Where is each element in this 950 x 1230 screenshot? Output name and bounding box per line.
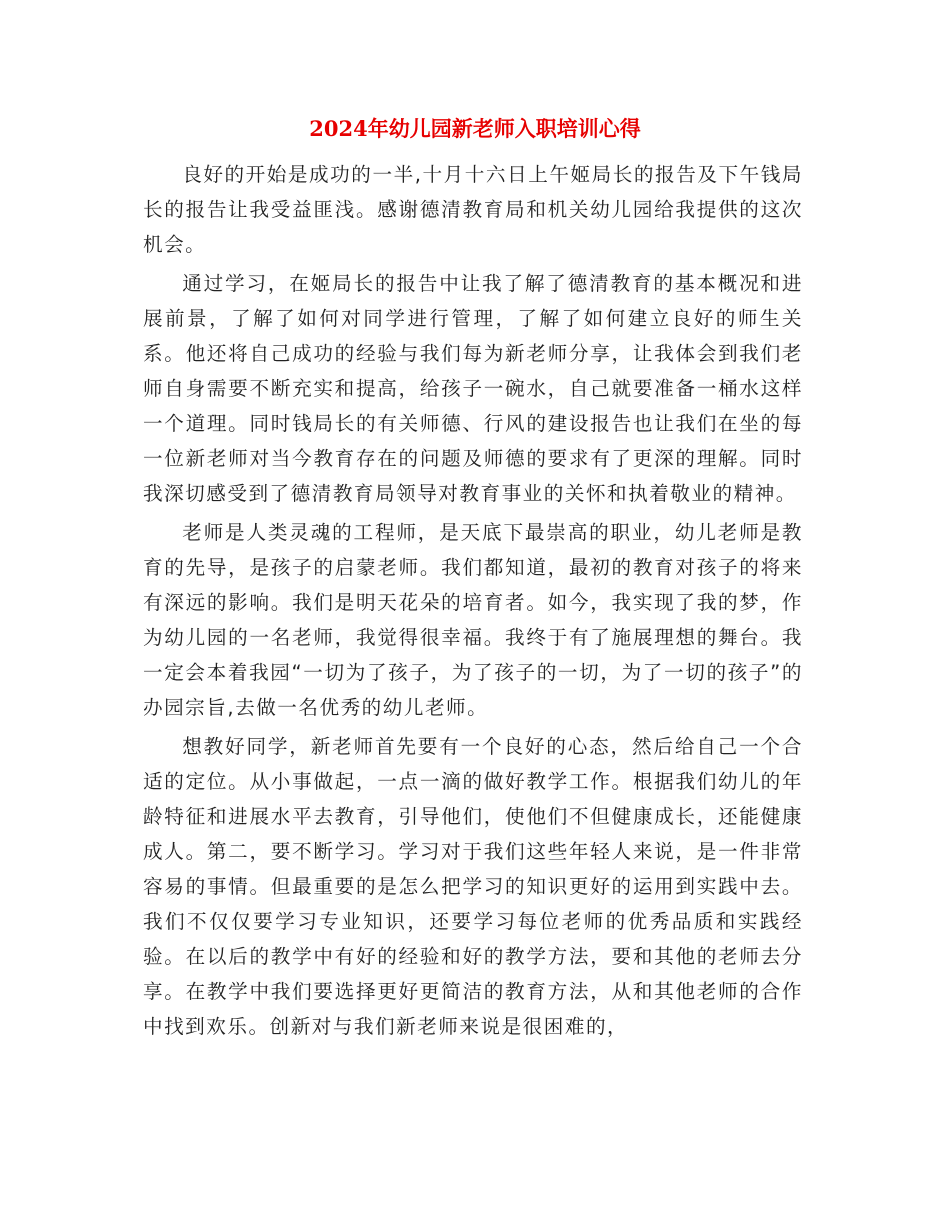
paragraph-4: 想教好同学，新老师首先要有一个良好的心态，然后给自己一个合适的定位。从小事做起，一点一滴的做好教学工作。根据我们幼儿的年龄特征和进展水平去教育，引导他们，使他们不但健康成长，还能健康成人。第二，要不断学习。学习对于我们这些年轻人来说，是一件非常容易的事情。但最重要的是怎么把学习的知识更好的运用到实践中去。我们不仅仅要学习专业知识，还要学习每位老师的优秀品质和实践经验。在以后的教学中有好的经验和好的教学方法，要和其他的老师去分享。在教学中我们要选择更好更简洁的教育方法，从和其他老师的合作中找到欢乐。创新对与我们新老师来说是很困难的， [143,735,803,1038]
paragraph-1: 良好的开始是成功的一半,十月十六日上午姬局长的报告及下午钱局长的报告让我受益匪浅。感谢德清教育局和机关幼儿园给我提供的这次机会。 [143,163,803,256]
paragraph-2: 通过学习，在姬局长的报告中让我了解了德清教育的基本概况和进展前景，了解了如何对同学进行管理，了解了如何建立良好的师生关系。他还将自己成功的经验与我们每为新老师分享，让我体会到我们老师自身需要不断充实和提高，给孩子一碗水，自己就要准备一桶水这样一个道理。同时钱局长的有关师德、行风的建设报告也让我们在坐的每一位新老师对当今教育存在的问题及师德的要求有了更深的理解。同时我深切感受到了德清教育局领导对教育事业的关怀和执着敬业的精神。 [143,272,803,505]
paragraph-3: 老师是人类灵魂的工程师，是天底下最崇高的职业，幼儿老师是教育的先导，是孩子的启蒙老师。我们都知道，最初的教育对孩子的将来有深远的影响。我们是明天花朵的培育者。如今，我实现了我的梦，作为幼儿园的一名老师，我觉得很幸福。我终于有了施展理想的舞台。我一定会本着我园“一切为了孩子，为了孩子的一切，为了一切的孩子”的办园宗旨,去做一名优秀的幼儿老师。 [143,521,803,719]
document-body [143,157,803,1048]
document-title: 2024年幼儿园新老师入职培训心得 [309,116,641,141]
